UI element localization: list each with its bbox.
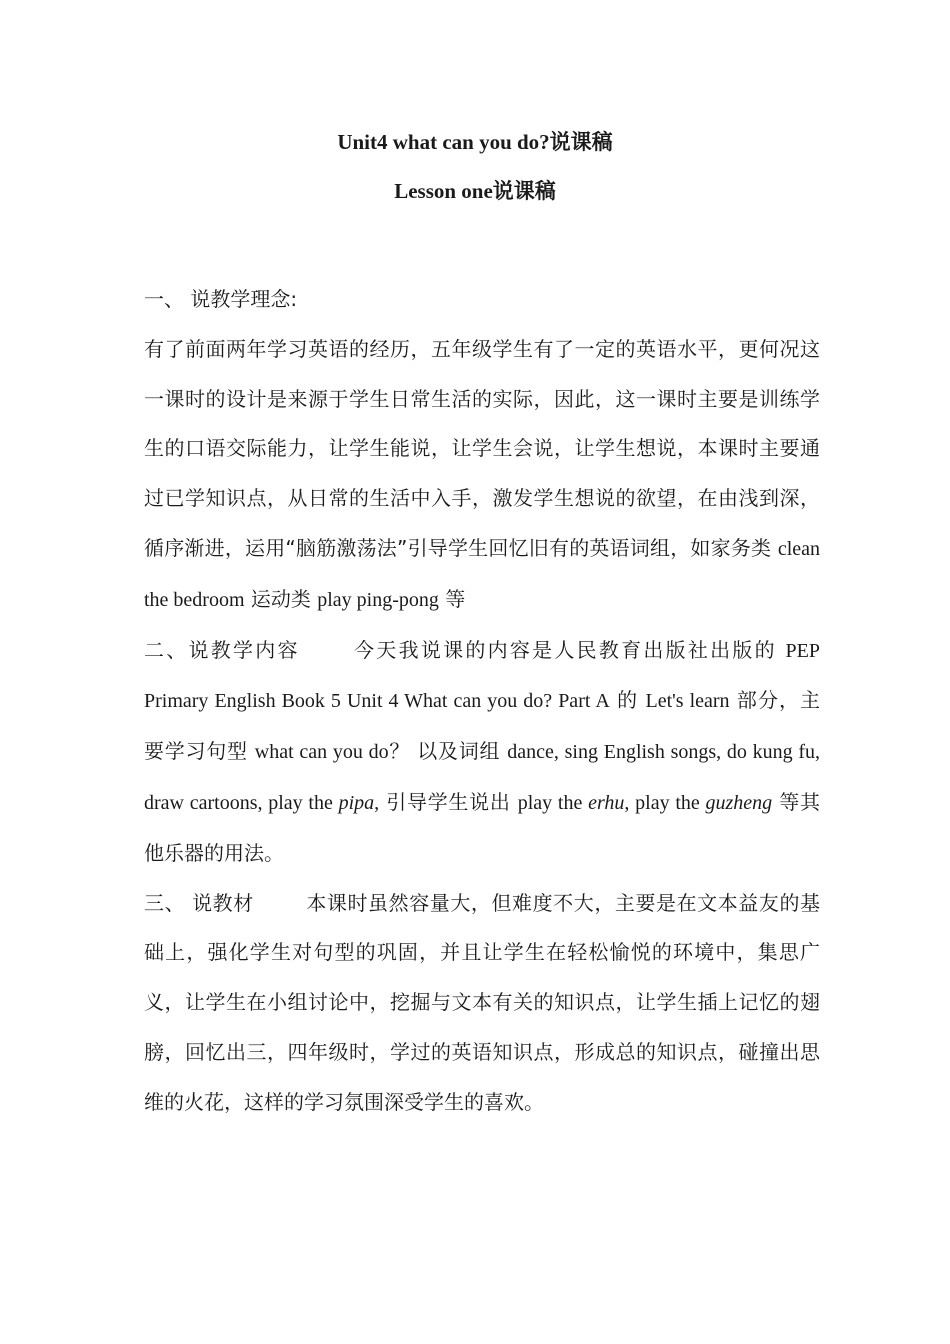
section-2-en-play-1: play the xyxy=(517,791,589,814)
section-1-en-sports: play ping-pong xyxy=(317,588,439,611)
section-1-heading: 一、 说教学理念: xyxy=(144,287,298,311)
section-1-en-chores: clean the bedroom xyxy=(144,537,820,611)
section-1-text-2: 运动类 xyxy=(244,586,318,611)
section-2-text-6: 等其他乐器的用法。 xyxy=(144,789,821,865)
section-1-paragraph xyxy=(144,325,820,626)
document-body xyxy=(144,275,820,1128)
section-2-text-1: 今天我说课的内容是人民教育出版社出版的 xyxy=(351,637,786,662)
section-2-heading: 二、说教学内容 xyxy=(144,637,300,662)
section-1-text-3: 等 xyxy=(438,586,466,611)
section-3-text: 本课时虽然容量大，但难度不大，主要是在文本益友的基础上，强化学生对句型的巩固，并且让学生在轻松愉悦的环境中，集思广义，让学生在小组讨论中，挖掘与文本有关的知识点，让学生插上记忆的翅膀，回忆出三，四年级时，学过的英语知识点，形成总的知识点，碰撞出思维的火花，这样的学习氛围深受学生的喜欢。 xyxy=(144,890,821,1114)
section-2-text-5: 引导学生说出 xyxy=(379,789,518,814)
section-2-en-phrases: dance, sing English songs, do kung fu, draw cartoons, play the xyxy=(144,741,821,814)
section-2-en-guzheng: guzheng xyxy=(705,791,773,814)
section-2-en-play-2: , play the xyxy=(624,791,706,814)
section-2-text-3: 部分，主要学习句型 xyxy=(144,688,820,764)
section-2-paragraph xyxy=(144,626,820,879)
section-2-en-book: PEP Primary English Book 5 Unit 4 What can you do? Part A xyxy=(144,639,821,713)
section-3-heading: 三、 说教材 xyxy=(144,890,254,915)
section-2-en-pattern: what can you do xyxy=(254,741,389,764)
document-subtitle: Lesson one说课稿 xyxy=(394,179,556,203)
section-2-en-pipa: pipa xyxy=(338,791,375,814)
section-2-en-comma: , xyxy=(374,791,380,814)
document-title: Unit4 what can you do?说课稿 xyxy=(337,130,613,154)
section-3-paragraph xyxy=(144,879,820,1128)
section-2-text-2: 的 xyxy=(609,688,646,713)
section-2-text-4: ？ 以及词组 xyxy=(388,739,508,764)
section-2-en-letslearn: Let's learn xyxy=(645,690,730,713)
section-1-text: 有了前面两年学习英语的经历，五年级学生有了一定的英语水平，更何况这一课时的设计是来源于学生日常生活的实际，因此，这一课时主要是训练学生的口语交际能力，让学生能说，让学生会说，让学生想说，本课时主要通过已学知识点，从日常的生活中入手，激发学生想说的欲望，在由浅到深，循序渐进，运用“脑筋激荡法”引导学生回忆旧有的英语词组，如家务类 xyxy=(144,336,820,560)
section-2-en-erhu: erhu xyxy=(588,791,625,814)
